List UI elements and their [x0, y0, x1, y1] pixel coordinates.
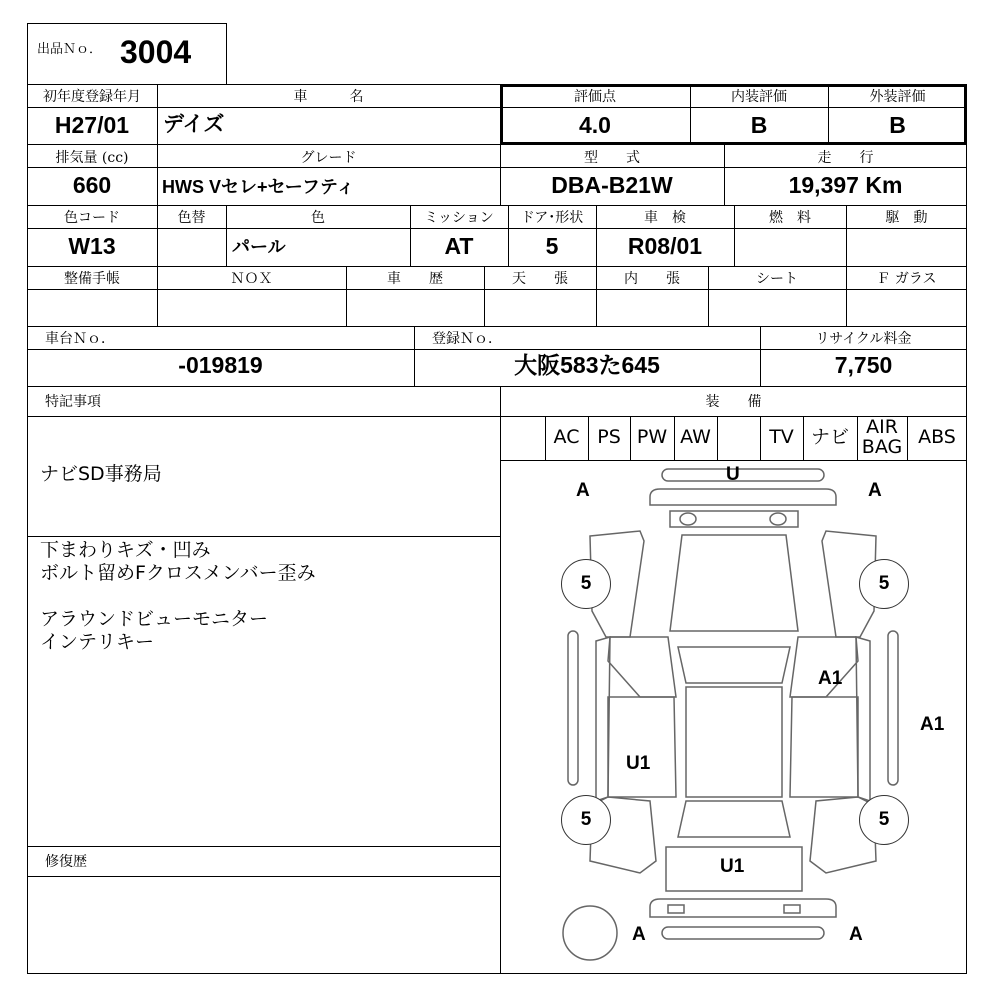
recycle-label: リサイクル料金	[815, 331, 912, 347]
mission: AT	[444, 233, 474, 259]
grade-label: グレード	[300, 150, 357, 166]
mission-label: ミッション	[424, 210, 494, 226]
row5-divider	[27, 349, 967, 350]
seat-label: シート	[756, 271, 798, 287]
mark-fender-front-left: 5	[561, 559, 611, 609]
history-label: 車 歴	[387, 271, 443, 287]
rear-window	[678, 801, 790, 837]
mark-fender-rear-right: 5	[859, 795, 909, 845]
roof-label: 天 張	[512, 271, 568, 287]
door-right-rear	[790, 697, 858, 797]
exterior-score: B	[889, 112, 906, 138]
mark-left-door: U1	[626, 753, 651, 774]
mark-rear-right: A	[849, 924, 863, 945]
chassis: -019819	[178, 352, 263, 378]
chassis-label: 車台Ｎｏ．	[45, 331, 115, 347]
model-label: 型 式	[584, 150, 640, 166]
mark-front-left: A	[576, 480, 590, 501]
lot-number: 3004	[120, 34, 192, 70]
rear-bumper-lower	[662, 927, 824, 939]
equipment-ps: PS	[597, 426, 621, 448]
emblem	[680, 513, 696, 525]
row5-bottom	[27, 386, 967, 387]
car-diagram	[500, 461, 967, 973]
sill-right	[888, 631, 898, 785]
roof	[686, 687, 782, 797]
color: パール	[232, 237, 286, 257]
reg-year: H27/01	[54, 112, 130, 138]
repair-label: 修復歴	[45, 854, 87, 870]
glass-label: Ｆ ガラス	[876, 271, 937, 287]
maintenance-label: 整備手帳	[64, 271, 120, 287]
mark-rear-center: U1	[720, 856, 745, 877]
car-name: デイズ	[163, 113, 225, 136]
repair-header-bottom	[27, 876, 500, 877]
row4-divider	[27, 289, 967, 290]
notes-header-line	[27, 416, 967, 417]
note-block-5: インテリキー	[40, 631, 155, 653]
interior-score: B	[750, 112, 768, 138]
exterior-label: 外装評価	[869, 89, 926, 105]
notes-divider	[27, 536, 500, 537]
color-code: W13	[68, 233, 116, 259]
eq-sep-4	[717, 416, 718, 460]
hood	[670, 535, 798, 631]
row2-bottom	[27, 205, 967, 206]
color-label: 色	[311, 210, 325, 226]
score-label: 評価点	[574, 89, 616, 105]
row1-divider	[27, 107, 967, 108]
door-left-rear	[608, 697, 676, 797]
plate: 大阪583た645	[514, 352, 660, 378]
note-block-1: 下まわりキズ・凹み	[40, 539, 211, 561]
equipment-pw: PW	[636, 426, 668, 448]
note-line-1: ナビSD事務局	[40, 463, 162, 485]
displacement-label: 排気量 (cc)	[55, 150, 129, 166]
rear-light-right	[784, 905, 800, 913]
equipment-tv: TV	[769, 426, 794, 448]
equipment-ac: AC	[553, 426, 580, 448]
inspection-label: 車 検	[644, 210, 686, 226]
row4-bottom	[27, 326, 967, 327]
model: DBA-B21W	[551, 172, 673, 198]
emblem-right	[770, 513, 786, 525]
mark-rear-left: A	[632, 924, 646, 945]
score: 4.0	[579, 112, 611, 138]
inspection: R08/01	[627, 233, 703, 259]
mark-fender-rear-left: 5	[561, 795, 611, 845]
drive-label: 駆 動	[885, 210, 928, 226]
row3-bottom	[27, 266, 967, 267]
front-bumper-lip	[650, 489, 836, 505]
fuel-label: 燃 料	[769, 210, 811, 226]
mark-fender-front-right: 5	[859, 559, 909, 609]
equipment-navi: ナビ	[810, 426, 849, 448]
notes-label: 特記事項	[45, 394, 101, 410]
mark-right-side: A1	[920, 714, 945, 735]
door-label: ドア･形状	[520, 210, 584, 226]
row1-bottom	[27, 144, 967, 145]
car-name-label: 車 名	[293, 89, 364, 105]
repair-header-top	[27, 846, 500, 847]
note-block-4: アラウンドビューモニター	[40, 608, 269, 630]
mark-roof-right: A1	[818, 668, 843, 689]
rear-bumper	[650, 899, 836, 917]
mark-front-right: A	[868, 480, 882, 501]
mark-front-top: U	[726, 464, 740, 485]
sill-left	[568, 631, 578, 785]
door: 5	[545, 233, 559, 259]
row2-divider	[27, 167, 967, 168]
rear-light-left	[668, 905, 684, 913]
windshield	[678, 647, 790, 683]
equipment-label: 装 備	[705, 394, 762, 410]
mileage-label: 走 行	[817, 150, 874, 166]
front-bumper	[662, 469, 824, 481]
interior-trim-label: 内 張	[624, 271, 680, 287]
grade: HWS Vセレ+セーフティ	[162, 177, 355, 197]
note-block-2: ボルト留めFクロスメンバー歪み	[40, 562, 316, 584]
displacement: 660	[72, 172, 112, 198]
row3-divider	[27, 228, 967, 229]
color-code-label: 色コード	[64, 210, 120, 226]
equipment-abs: ABS	[918, 426, 956, 448]
plate-label: 登録Ｎｏ．	[432, 331, 502, 347]
spare-tire	[563, 906, 617, 960]
recycle: 7,750	[834, 352, 893, 378]
nox-label: ＮＯＸ	[230, 271, 273, 287]
interior-label: 内装評価	[731, 89, 787, 105]
equipment-aw: AW	[680, 426, 711, 448]
reg-year-label: 初年度登録年月	[43, 89, 141, 105]
equipment-airbag: AIR BAG	[861, 416, 903, 458]
door-left-front	[608, 637, 676, 697]
mileage: 19,397 Km	[788, 172, 903, 198]
lot-label: 出品Ｎｏ．	[37, 42, 103, 57]
color-change-label: 色替	[177, 210, 206, 226]
